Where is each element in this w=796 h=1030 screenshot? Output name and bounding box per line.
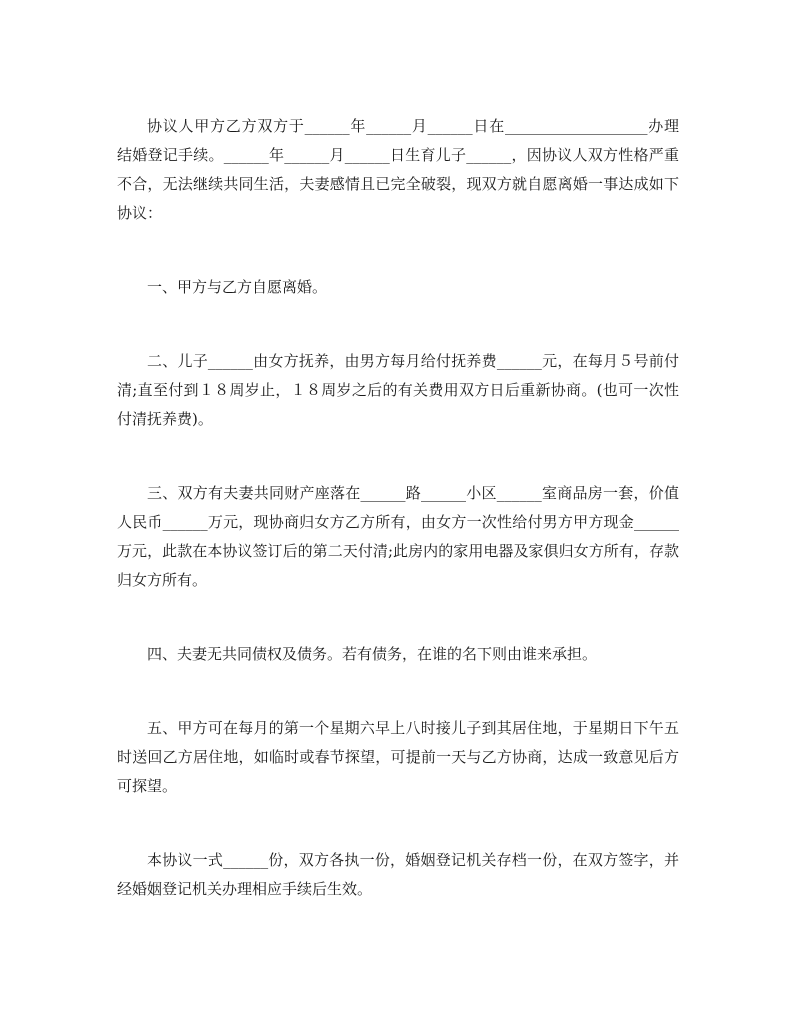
clause-3-paragraph: 三、双方有夫妻共同财产座落在______路______小区______室商品房一套，价值人民币______万元，现协商归女方乙方所有，由女方一次性给付男方甲方现金______万元，此款在本协议签订后的第二天付清;此房内的家用电器及家俱归女方所有，存款归女方所有。 [117, 484, 679, 589]
document-page [117, 112, 679, 904]
clause-4-paragraph: 四、夫妻无共同债权及债务。若有债务，在谁的名下则由谁来承担。 [147, 645, 598, 663]
intro-paragraph: 协议人甲方乙方双方于______年______月______日在___________________办理结婚登记手续。______年______月______日生育儿子______，因协议人双方性格严重不合，无法继续共同生活，夫妻感情且已完全破裂，现双方就自愿离婚一事达成如下协议： [117, 117, 679, 222]
closing-paragraph: 本协议一式______份，双方各执一份，婚姻登记机关存档一份，在双方签字，并经婚姻登记机关办理相应手续后生效。 [117, 851, 679, 898]
clause-1-paragraph: 一、甲方与乙方自愿离婚。 [147, 278, 328, 296]
clause-2-paragraph: 二、儿子______由女方抚养，由男方每月给付抚养费______元，在每月５号前付清;直至付到１８周岁止，１８周岁之后的有关费用双方日后重新协商。(也可一次性付清抚养费)。 [117, 352, 679, 428]
clause-5-paragraph: 五、甲方可在每月的第一个星期六早上八时接儿子到其居住地，于星期日下午五时送回乙方居住地，如临时或春节探望，可提前一天与乙方协商，达成一致意见后方可探望。 [117, 719, 679, 795]
